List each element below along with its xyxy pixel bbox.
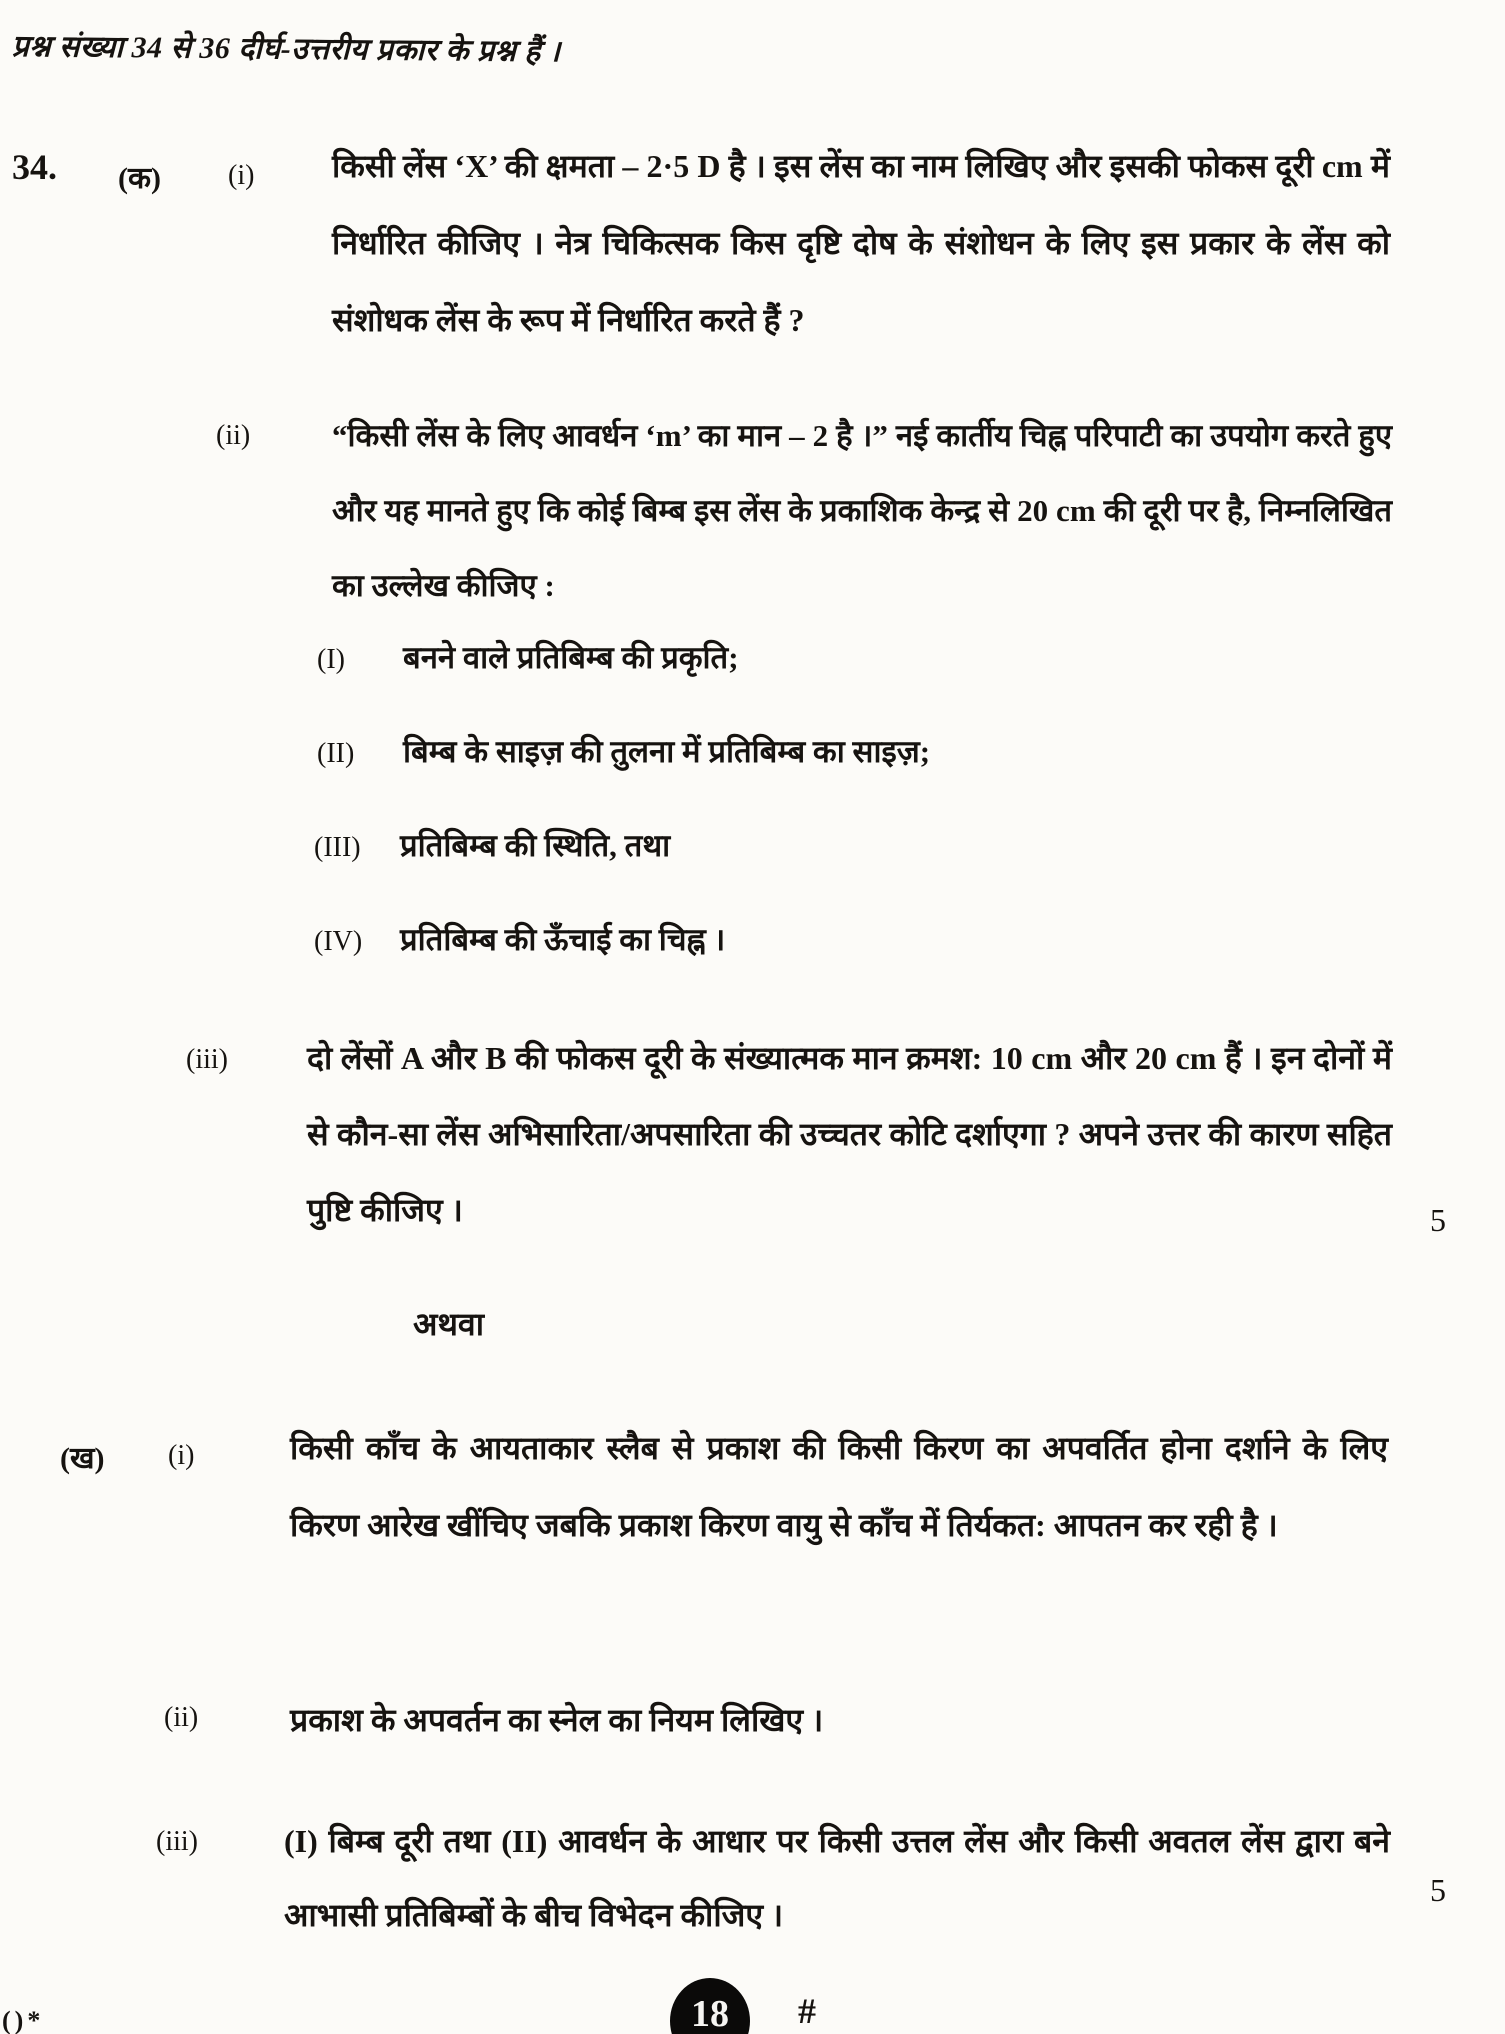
part-a-i-text: किसी लेंस ‘X’ की क्षमता – 2·5 D है । इस लेंस का नाम लिखिए और इसकी फोकस दूरी cm में निर्धारित कीजिए । नेत्र चिकित्सक किस दृष्टि दोष के संशोधन के लिए इस प्रकार के लेंस को संशोधक लेंस के रूप में निर्धारित करते हैं ? [332, 148, 1390, 338]
page-number-badge [670, 1978, 750, 2034]
part-a-i-label: (i) [228, 160, 255, 191]
or-separator: अथवा [413, 1306, 484, 1342]
part-b-i-text: किसी काँच के आयताकार स्लैब से प्रकाश की किसी किरण का अपवर्तित होना दर्शाने के लिए किरण आरेख खींचिए जबकि प्रकाश किरण वायु से काँच में तिर्यकत: आपतन कर रही है । [290, 1430, 1388, 1543]
list-item-text: बिम्ब के साइज़ की तुलना में प्रतिबिम्ब का साइज़; [403, 734, 931, 769]
corner-mark: ()* [2, 2006, 45, 2034]
list-item-label: (IV) [314, 926, 363, 957]
list-item-text: बनने वाले प्रतिबिम्ब की प्रकृति; [403, 640, 739, 675]
hash-mark: # [798, 1991, 816, 2031]
part-a-ii-label: (ii) [216, 420, 251, 451]
list-item [317, 730, 930, 772]
list-item-text: प्रतिबिम्ब की स्थिति, तथा [400, 828, 671, 863]
marks-part-a: 5 [1430, 1202, 1446, 1238]
part-a-iii-label: (iii) [186, 1044, 228, 1075]
list-item [314, 918, 725, 960]
part-a-iii-text: दो लेंसों A और B की फोकस दूरी के संख्यात्मक मान क्रमश: 10 cm और 20 cm हैं । इन दोनों में से कौन-सा लेंस अभिसारिता/अपसारिता की उच्चतर कोटि दर्शाएगा ? अपने उत्तर की कारण सहित पुष्टि कीजिए । [307, 1040, 1392, 1228]
part-b-label: (ख) [60, 1442, 105, 1475]
list-item-label: (III) [314, 832, 361, 863]
list-item-label: (II) [317, 738, 355, 769]
marks-part-b: 5 [1430, 1872, 1446, 1908]
part-b-iii-text: (I) बिम्ब दूरी तथा (II) आवर्धन के आधार पर किसी उत्तल लेंस और किसी अवतल लेंस द्वारा बने आभासी प्रतिबिम्बों के बीच विभेदन कीजिए । [284, 1823, 1390, 1933]
question-number: 34. [12, 147, 57, 187]
part-a-label: (क) [118, 162, 162, 195]
page-number: 18 [691, 1993, 729, 2034]
list-item [314, 824, 670, 866]
list-item-text: प्रतिबिम्ब की ऊँचाई का चिह्न । [400, 922, 726, 957]
part-a-ii-intro: “किसी लेंस के लिए आवर्धन ‘m’ का मान – 2 है ।” नई कार्तीय चिह्न परिपाटी का उपयोग करते हुए और यह मानते हुए कि कोई बिम्ब इस लेंस के प्रकाशिक केन्द्र से 20 cm की दूरी पर है, निम्नलिखित का उल्लेख कीजिए : [332, 418, 1392, 603]
part-b-i-label: (i) [168, 1440, 195, 1471]
part-b-ii-label: (ii) [164, 1702, 199, 1733]
part-b-iii-label: (iii) [156, 1826, 198, 1857]
list-item [317, 636, 739, 678]
list-item-label: (I) [317, 644, 345, 675]
part-b-ii-text: प्रकाश के अपवर्तन का स्नेल का नियम लिखिए । [290, 1702, 824, 1738]
section-instruction: प्रश्न संख्या 34 से 36 दीर्घ-उत्तरीय प्रकार के प्रश्न हैं । [11, 29, 561, 69]
